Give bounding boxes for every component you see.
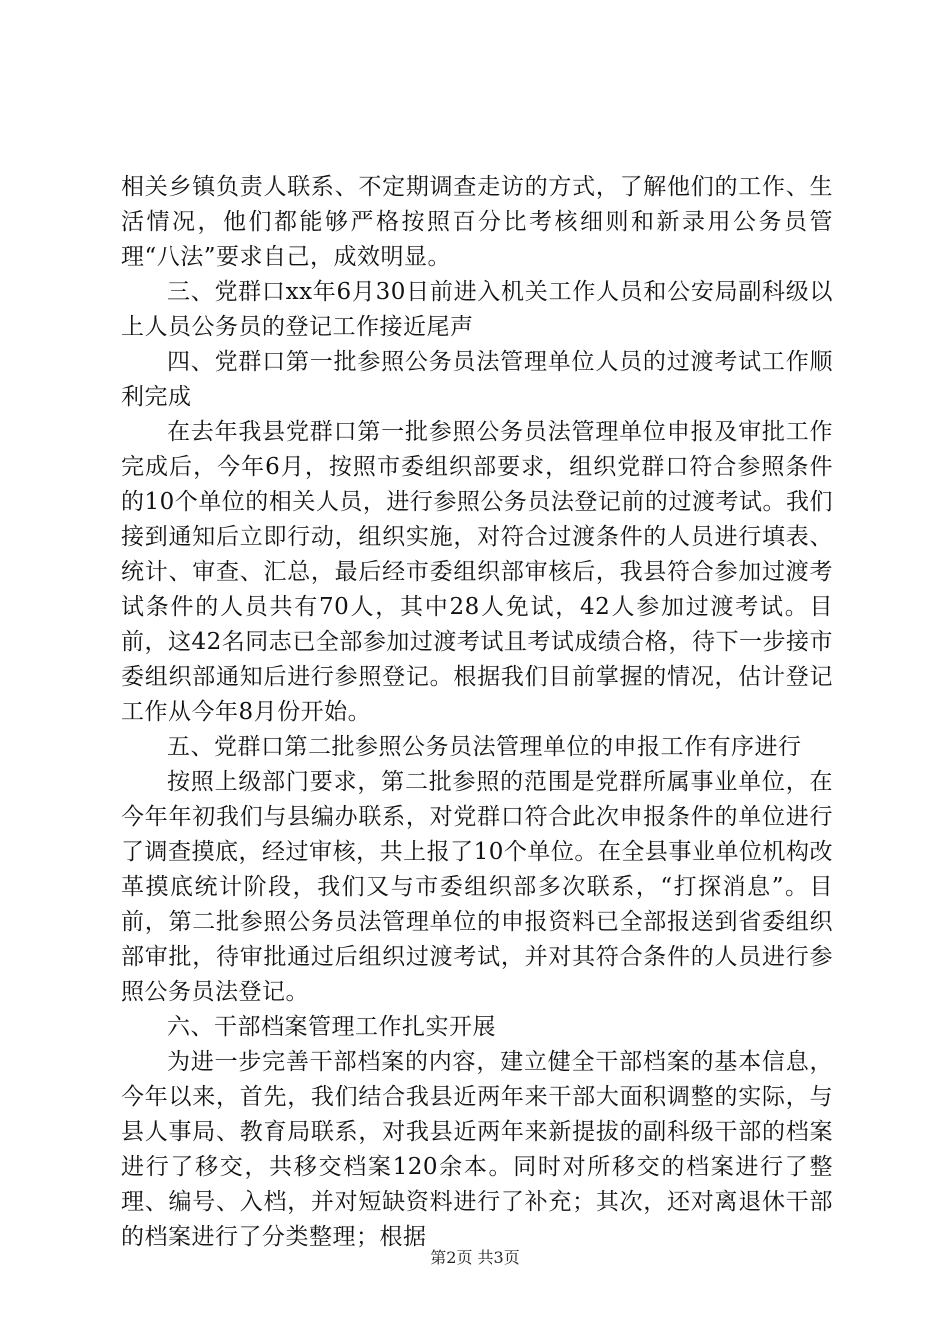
section-heading-4: 四、党群口第一批参照公务员法管理单位人员的过渡考试工作顺利完成: [121, 349, 833, 410]
section-heading-3: 三、党群口xx年6月30日前进入机关工作人员和公安局副科级以上人员公务员的登记工作接近尾声: [121, 279, 833, 340]
page-footer: 第2页 共3页: [430, 1248, 520, 1267]
section-heading-6: 六、干部档案管理工作扎实开展: [167, 1014, 496, 1040]
section-heading-5: 五、党群口第二批参照公务员法管理单位的申报工作有序进行: [167, 734, 802, 760]
paragraph-archives: 为进一步完善干部档案的内容，建立健全干部档案的基本信息，今年以来，首先，我们结合我县近两年来干部大面积调整的实际，与县人事局、教育局联系，对我县近两年来新提拔的副科级干部的档案进行了移交，共移交档案120余本。同时对所移交的档案进行了整理、编号、入档，并对短缺资料进行了补充；其次，还对离退休干部的档案进行了分类整理；根据: [121, 1049, 833, 1250]
paragraph-transition-exam: 在去年我县党群口第一批参照公务员法管理单位申报及审批工作完成后，今年6月，按照市委组织部要求，组织党群口符合参照条件的10个单位的相关人员，进行参照公务员法登记前的过渡考试。我们接到通知后立即行动，组织实施，对符合过渡条件的人员进行填表、统计、审查、汇总，最后经市委组织部审核后，我县符合参加过渡考试条件的人员共有70人，其中28人免试，42人参加过渡考试。目前，这42名同志已全部参加过渡考试且考试成绩合格，待下一步接市委组织部通知后进行参照登记。根据我们目前掌握的情况，估计登记工作从今年8月份开始。: [121, 419, 833, 725]
document-body: [121, 170, 833, 1255]
paragraph-continuation: 相关乡镇负责人联系、不定期调查走访的方式，了解他们的工作、生活情况，他们都能够严格按照百分比考核细则和新录用公务员管理“八法”要求自己，成效明显。: [121, 174, 833, 270]
paragraph-second-batch: 按照上级部门要求，第二批参照的范围是党群所属事业单位，在今年年初我们与县编办联系，对党群口符合此次申报条件的单位进行了调查摸底，经过审核，共上报了10个单位。在全县事业单位机构改革摸底统计阶段，我们又与市委组织部多次联系，“打探消息”。目前，第二批参照公务员法管理单位的申报资料已全部报送到省委组织部审批，待审批通过后组织过渡考试，并对其符合条件的人员进行参照公务员法登记。: [121, 769, 833, 1005]
